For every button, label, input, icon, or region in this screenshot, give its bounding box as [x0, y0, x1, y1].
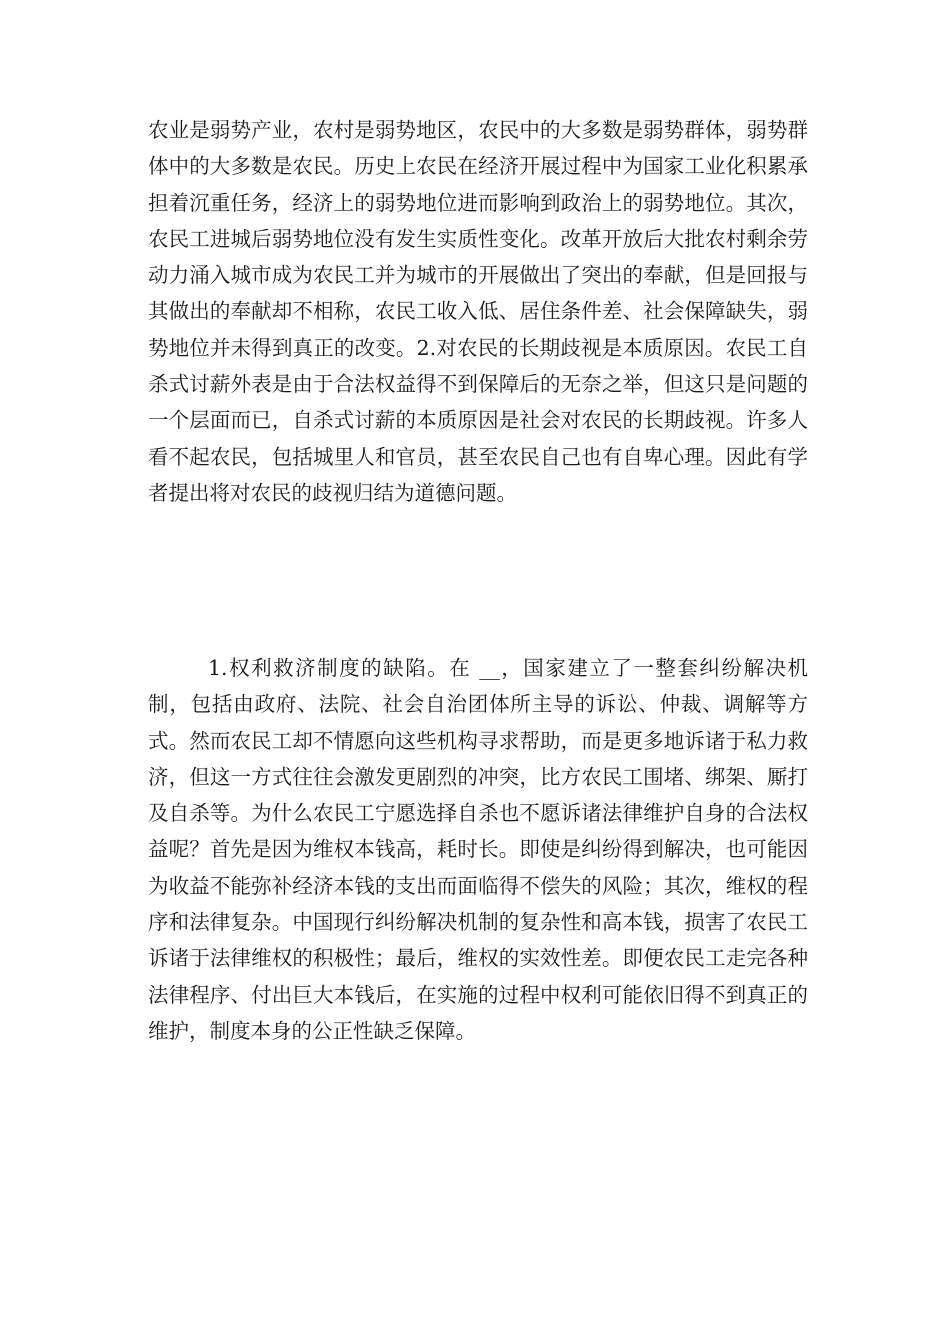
paragraph-1: 农业是弱势产业，农村是弱势地区，农民中的大多数是弱势群体，弱势群体中的大多数是农民。历史上农民在经济开展过程中为国家工业化积累承担着沉重任务，经济上的弱势地位进而影响到政治上的弱势地位。其次，农民工进城后弱势地位没有发生实质性变化。改革开放后大批农村剩余劳动力涌入城市成为农民工并为城市的开展做出了突出的奉献，但是回报与其做出的奉献却不相称，农民工收入低、居住条件差、社会保障缺失，弱势地位并未得到真正的改变。2.对农民的长期歧视是本质原因。农民工自杀式讨薪外表是由于合法权益得不到保障后的无奈之举，但这只是问题的一个层面而已，自杀式讨薪的本质原因是社会对农民的长期歧视。许多人看不起农民，包括城里人和官员，甚至农民自己也有自卑心理。因此有学者提出将对农民的歧视归结为道德问题。 — [148, 118, 808, 505]
paragraph-2: 1.权利救济制度的缺陷。在 __，国家建立了一整套纠纷解决机制，包括由政府、法院、社会自治团体所主导的诉讼、仲裁、调解等方式。然而农民工却不情愿向这些机构寻求帮助，而是更多地诉诸于私力救济，但这一方式往往会激发更剧烈的冲突，比方农民工围堵、绑架、厮打及自杀等。为什么农民工宁愿选择自杀也不愿诉诸法律维护自身的合法权益呢？首先是因为维权本钱高，耗时长。即使是纠纷得到解决，也可能因为收益不能弥补经济本钱的支出而面临得不偿失的风险；其次，维权的程序和法律复杂。中国现行纠纷解决机制的复杂性和高本钱，损害了农民工诉诸于法律维权的积极性；最后，维权的实效性差。即便农民工走完各种法律程序、付出巨大本钱后，在实施的过程中权利可能依旧得不到真正的维护，制度本身的公正性缺乏保障。 — [148, 656, 808, 1043]
